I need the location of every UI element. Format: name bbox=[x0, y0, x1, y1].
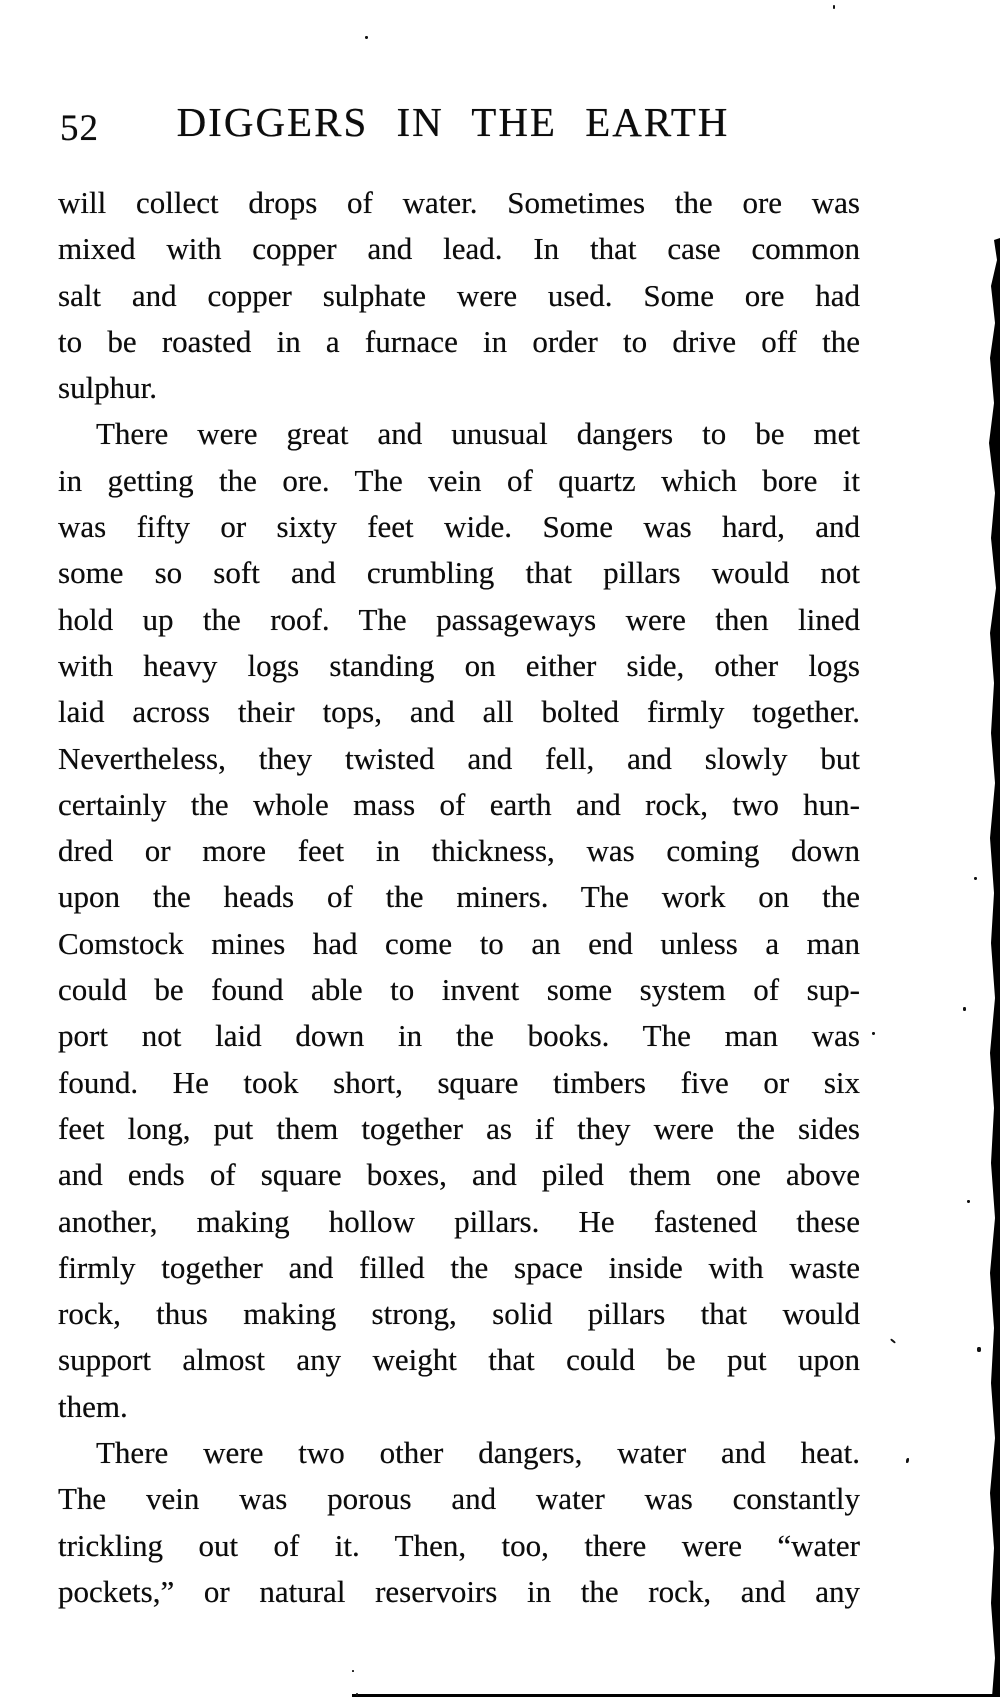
text-line: support almost any weight that could be put upon bbox=[58, 1342, 860, 1378]
text-line: them. bbox=[58, 1388, 128, 1424]
scan-speck bbox=[352, 1670, 354, 1672]
scan-speck bbox=[890, 1338, 896, 1343]
text-line: salt and copper sulphate were used. Some ore had bbox=[58, 277, 860, 313]
running-header-title: DIGGERS IN THE EARTH bbox=[176, 99, 730, 145]
text-line: Nevertheless, they twisted and fell, and slowly but bbox=[58, 740, 860, 776]
text-line: was fifty or sixty feet wide. Some was hard, and bbox=[58, 509, 860, 545]
text-line: sulphur. bbox=[58, 370, 158, 406]
page-number: 52 bbox=[60, 108, 99, 149]
paragraph bbox=[58, 411, 860, 1430]
text-line: trickling out of it. Then, too, there were “water bbox=[58, 1527, 860, 1563]
scan-speck bbox=[833, 5, 835, 9]
scan-speck bbox=[356, 1693, 358, 1696]
scan-speck bbox=[967, 1200, 970, 1203]
text-line: port not laid down in the books. The man was bbox=[58, 1018, 860, 1054]
text-line: laid across their tops, and all bolted firmly together. bbox=[58, 694, 860, 730]
text-line: mixed with copper and lead. In that case common bbox=[58, 231, 860, 267]
text-line: another, making hollow pillars. He fastened these bbox=[58, 1203, 860, 1239]
text-line: firmly together and filled the space inside with waste bbox=[58, 1249, 860, 1285]
text-line: pockets,” or natural reservoirs in the rock, and any bbox=[58, 1573, 860, 1609]
text-line: with heavy logs standing on either side, other logs bbox=[58, 647, 860, 683]
text-line: dred or more feet in thickness, was coming down bbox=[58, 833, 860, 869]
text-line: some so soft and crumbling that pillars would not bbox=[58, 555, 860, 591]
text-line: certainly the whole mass of earth and rock, two hun- bbox=[58, 786, 860, 822]
text-line: in getting the ore. The vein of quartz which bore it bbox=[58, 462, 860, 498]
paragraph bbox=[58, 180, 860, 411]
scan-speck bbox=[974, 877, 977, 880]
text-line: Comstock mines had come to an end unless a man bbox=[58, 925, 860, 961]
text-line: found. He took short, square timbers five or six bbox=[58, 1064, 860, 1100]
text-line: The vein was porous and water was constantly bbox=[58, 1481, 860, 1517]
scan-binding-strip bbox=[986, 238, 1000, 1697]
text-line: could be found able to invent some system of sup- bbox=[58, 972, 860, 1008]
text-line: to be roasted in a furnace in order to drive off the bbox=[58, 323, 860, 359]
text-line: and ends of square boxes, and piled them one above bbox=[58, 1157, 860, 1193]
scan-speck bbox=[906, 1458, 909, 1463]
paragraph bbox=[58, 1430, 860, 1615]
text-line: There were great and unusual dangers to be met bbox=[96, 416, 860, 452]
scan-speck bbox=[365, 36, 368, 39]
text-line: hold up the roof. The passageways were then lined bbox=[58, 601, 860, 637]
text-line: feet long, put them together as if they were the sides bbox=[58, 1110, 860, 1146]
text-line: upon the heads of the miners. The work on the bbox=[58, 879, 860, 915]
page-text bbox=[58, 180, 860, 1615]
text-line: rock, thus making strong, solid pillars that would bbox=[58, 1296, 860, 1332]
scan-speck bbox=[872, 1032, 875, 1035]
text-line: There were two other dangers, water and heat. bbox=[96, 1435, 860, 1471]
scan-speck bbox=[977, 1347, 981, 1352]
text-line: will collect drops of water. Sometimes the ore was bbox=[58, 185, 860, 220]
scan-speck bbox=[963, 1007, 966, 1011]
